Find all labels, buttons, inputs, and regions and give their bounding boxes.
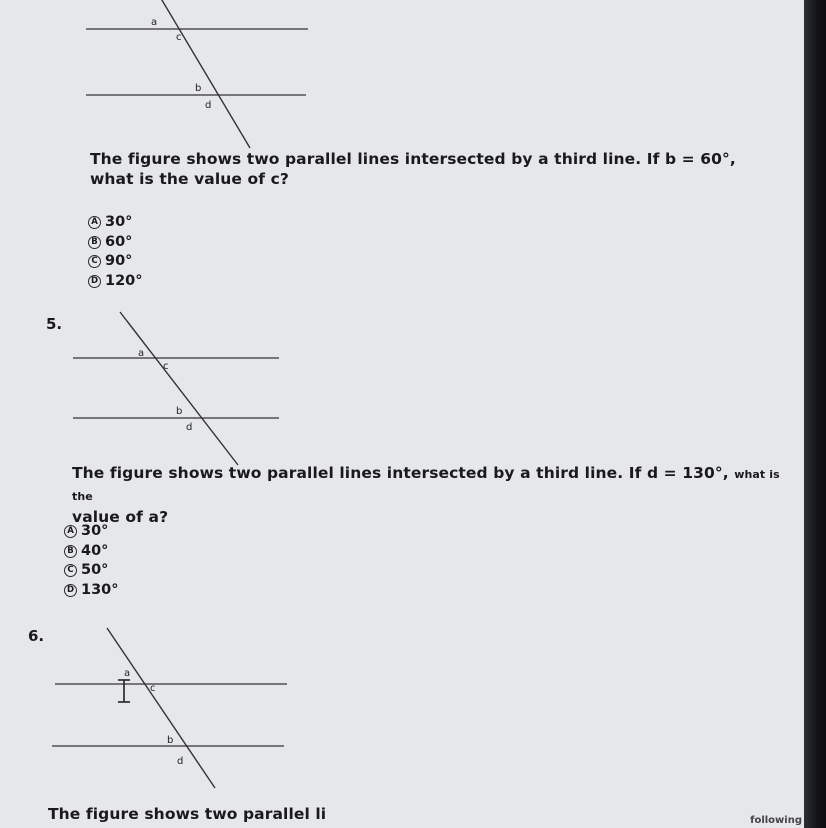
choice-bubble[interactable]: A [64, 525, 77, 538]
choice-a[interactable] [64, 522, 119, 542]
question-number-6: 6. [28, 627, 45, 645]
choice-bubble[interactable]: B [64, 545, 77, 558]
choice-label: 120° [105, 272, 143, 289]
angle-label-d: d [186, 422, 193, 433]
parallel-lines-figure-q5 [0, 300, 300, 470]
answer-choices-q5 [64, 522, 119, 600]
choice-bubble[interactable]: D [64, 584, 77, 597]
choice-bubble[interactable]: A [88, 216, 101, 229]
question-text-line1: The figure shows two parallel lines intersected by a third line. If b = 60°, [90, 150, 736, 168]
choice-label: 50° [81, 562, 109, 578]
choice-label: 30° [81, 523, 109, 539]
choice-b[interactable] [64, 542, 119, 562]
question-number-5: 5. [46, 315, 63, 333]
choice-d[interactable] [64, 581, 119, 601]
question-text-tail: what is the [72, 468, 780, 503]
angle-label-a: a [124, 668, 131, 679]
angle-label-c: c [163, 361, 169, 372]
choice-c[interactable] [88, 252, 143, 272]
choice-bubble[interactable]: B [88, 236, 101, 249]
text-cursor-icon [118, 680, 130, 702]
choice-bubble[interactable]: C [88, 255, 101, 268]
screen-bezel [804, 0, 826, 828]
parallel-lines-figure-q6 [0, 610, 300, 790]
question-text-q5 [72, 463, 804, 527]
question-text-line2: value of a? [72, 508, 169, 526]
choice-d[interactable] [88, 272, 143, 292]
angle-label-b: b [195, 83, 202, 94]
angle-label-d: d [177, 756, 184, 767]
choice-label: 130° [81, 581, 119, 598]
angle-label-b: b [167, 735, 174, 746]
angle-label-c: c [176, 32, 182, 43]
question-text-q6 [48, 804, 326, 824]
parallel-lines-figure-q4 [0, 0, 330, 150]
choice-label: 30° [105, 214, 133, 230]
question-text-line2: what is the value of c? [90, 170, 289, 188]
choice-label: 60° [105, 233, 133, 250]
choice-bubble[interactable]: D [88, 275, 101, 288]
choice-c[interactable] [64, 561, 119, 581]
angle-label-a: a [138, 348, 145, 359]
choice-label: 40° [81, 542, 109, 559]
answer-choices-q4 [88, 213, 143, 291]
choice-b[interactable] [88, 233, 143, 253]
angle-label-b: b [176, 406, 183, 417]
question-text-line1: The figure shows two parallel li [48, 805, 327, 823]
angle-label-a: a [151, 17, 158, 28]
question-text-q4 [90, 149, 736, 189]
choice-label: 90° [105, 253, 133, 269]
cutoff-text-right: following [750, 815, 802, 826]
angle-label-d: d [205, 100, 212, 111]
choice-bubble[interactable]: C [64, 564, 77, 577]
angle-label-c: c [150, 683, 156, 694]
choice-a[interactable] [88, 213, 143, 233]
question-text-line1: The figure shows two parallel lines intersected by a third line. If d = 130°, [72, 464, 729, 482]
